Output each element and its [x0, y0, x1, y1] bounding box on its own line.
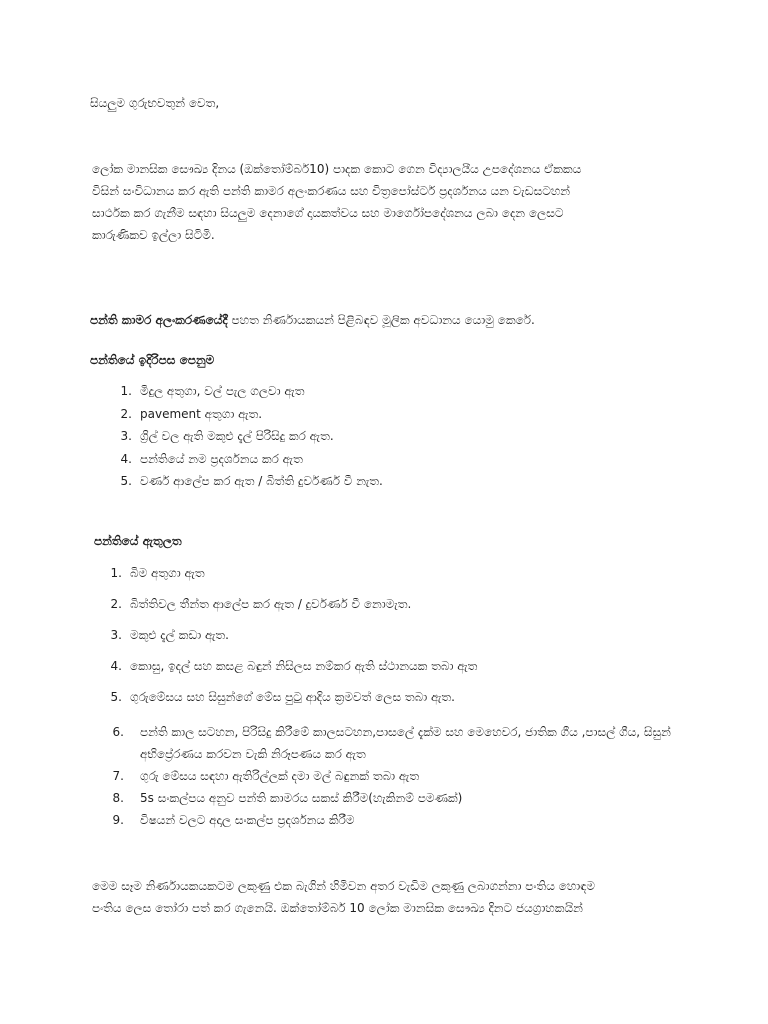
list-item-text: මිදුල අතුගා, වල් පැල ගලවා ඇත: [140, 384, 305, 398]
list-item: [90, 624, 710, 655]
list-item-number: 3.: [120, 429, 132, 443]
front-criteria-list: [90, 380, 690, 493]
list-item-number: 4.: [110, 659, 122, 673]
intro-paragraph: ලෝක මානසික සෞඛ්‍ය දිනය (ඔක්තෝම්බර්10) පාදක කොට ගෙන විද්‍යාලයීය උපදේශනය ඒකකය විසින් සංවිධානය කර ඇති පන්ති කාමර අලංකරණය සහ චිත්‍රපෝස්ටර් ප්‍රදර්ශනය යන වැඩසටහන් සාර්ථක කර ගැනීම සඳහා සියලුම දෙනාගේ දායකත්වය සහ මාර්ගෝපදේශනය ලබා දෙන ලෙසට කාරුණිකව ඉල්ලා සිටිමි.: [92, 162, 582, 242]
list-item: [90, 686, 710, 717]
list-item-number: 5.: [120, 474, 132, 488]
list-item-text: විෂයන් වලට අදාල සංකල්ප ප්‍රදර්ශනය කිරීම: [140, 813, 355, 827]
criteria-intro-bold: පන්ති කාමර අලංකරණයේදී: [90, 313, 228, 327]
list-item-number: 2.: [110, 597, 122, 611]
list-item-number: 7.: [112, 769, 124, 783]
list-item-number: 6.: [112, 725, 124, 739]
list-item: [90, 809, 710, 831]
list-item: [90, 562, 710, 593]
list-item-number: 3.: [110, 628, 122, 642]
inside-criteria-group-a: [90, 562, 710, 717]
list-item: [90, 655, 710, 686]
list-item: [90, 380, 690, 403]
list-item-text: පන්තියේ නම ප්‍රදර්ශනය කර ඇත: [140, 451, 303, 466]
list-item-text: බිත්තිවල තීන්ත ආලේප කර ඇත / දුර්වර්ණ වී නොමැත.: [130, 597, 412, 611]
list-item-text: ගුරුමේසය සහ සිසුන්ගේ මේස පුටු ආදිය ක්‍රමවත් ලෙස තබා ඇත.: [130, 690, 455, 704]
closing-paragraph: මෙම සෑම නිර්ණායකයකටම ලකුණු එක බැගින් හිමිවන අතර වැඩිම ලකුණු ලබාගන්නා පංතිය හොඳම පංතිය ලෙස තෝරා පත් කර ගැනෙයි. ඔක්තෝම්බර් 10 ලෝක මානසික සෞඛ්‍ය දිනට ජයග්‍රාහකයින්: [92, 879, 595, 915]
list-item-text: pavement අතුගා ඇත.: [140, 406, 263, 421]
list-item: [90, 470, 690, 493]
list-item: [90, 448, 690, 471]
list-item-text: ග්‍රිල් වල ඇති මකුළු දැල් පිරිසිදු කර ඇත.: [140, 429, 334, 443]
list-item-number: 1.: [120, 384, 132, 398]
criteria-intro-rest: පහත නිර්ණායකයන් පිළිබඳව මූලික අවධානය යොමු කෙරේ.: [227, 313, 535, 327]
list-item-text: වර්ණ ආලේප කර ඇත / බිත්ති දුර්වර්ණ වී නැත.: [140, 474, 383, 488]
list-item-text: කොසු, ඉදල් සහ කසළ බඳුන් නිසිලස නම්කර ඇති ස්ථානයක තබා ඇත: [130, 659, 478, 673]
inside-criteria-group-b: [90, 721, 710, 831]
list-item-number: 1.: [110, 566, 122, 580]
list-item-number: 2.: [120, 406, 132, 421]
list-item-number: 9.: [112, 813, 124, 827]
salutation: සියලුම ගුරුභවතුන් වෙත,: [90, 96, 220, 110]
section-inside-heading: පන්තියේ ඇතුලත: [94, 534, 182, 548]
list-item-text: ගුරු මේසය සඳහා ඇතිරිල්ලක් දමා මල් බඳුනක් තබා ඇත: [140, 769, 420, 783]
list-item-text: බිම අතුගා ඇත: [130, 566, 205, 580]
list-item: [90, 593, 710, 624]
list-item-number: 8.: [112, 791, 124, 805]
list-item: [90, 765, 710, 787]
criteria-intro: [90, 287, 730, 331]
list-item-text: පන්ති කාල සටහන, පිරිසිදු කිරීමේ කාලසටහන,පාසලේ දැක්ම සහ මෙහෙවර, ජාතික ගීය ,පාසල් ගීය, සිසුන් අභිප්‍රේරණය කරවන වැකි නිරූපණය කර ඇත: [140, 725, 671, 761]
list-item: [90, 721, 710, 765]
section-front-heading: පන්තියේ ඉදිරිපස පෙනුම: [90, 353, 215, 367]
list-item-number: 4.: [120, 451, 132, 466]
list-item: [90, 787, 710, 809]
list-item-number: 5.: [110, 690, 122, 704]
list-item: [90, 403, 690, 426]
list-item: [90, 425, 690, 448]
inside-criteria-list: [90, 562, 710, 827]
list-item-text: මකුළු දැල් කඩා ඇත.: [130, 628, 229, 642]
list-item-text: 5s සංකල්පය අනුව පන්ති කාමරය සකස් කිරීම(හැකිනම් පමණක්): [140, 791, 463, 805]
